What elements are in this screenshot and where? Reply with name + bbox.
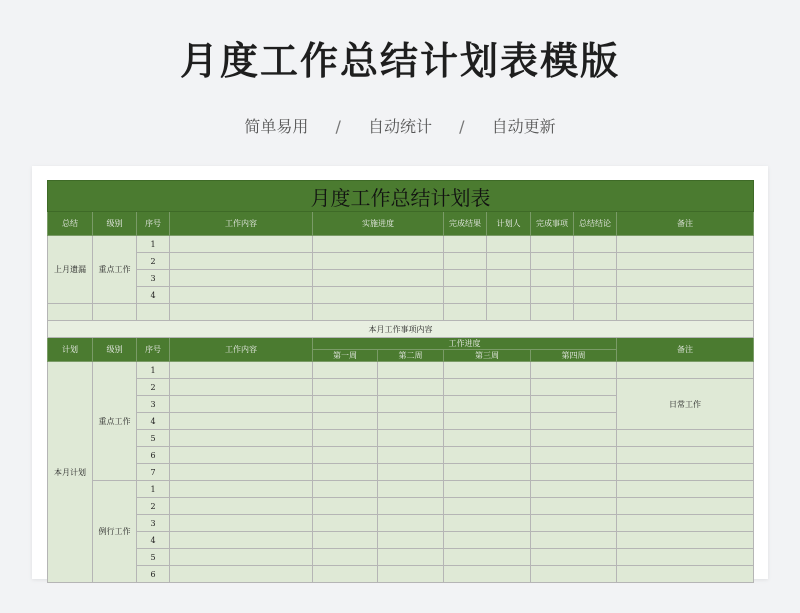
cell[interactable] (531, 549, 617, 566)
header-plan-content: 工作内容 (170, 338, 313, 362)
cell[interactable] (531, 481, 617, 498)
cell[interactable] (574, 304, 617, 321)
header-content: 工作内容 (170, 212, 313, 236)
cell[interactable] (313, 253, 444, 270)
plan-seq[interactable]: 1 (137, 481, 170, 498)
cell[interactable] (137, 304, 170, 321)
cell[interactable] (444, 447, 531, 464)
summary-content-cell[interactable] (170, 236, 313, 253)
cell[interactable] (313, 413, 378, 430)
cell[interactable] (378, 362, 444, 379)
cell[interactable] (617, 549, 754, 566)
cell[interactable] (531, 253, 574, 270)
cell[interactable] (617, 430, 754, 447)
header-result: 完成结果 (444, 212, 487, 236)
header-week-4: 第四周 (531, 350, 617, 362)
cell[interactable] (170, 532, 313, 549)
cell[interactable] (531, 379, 617, 396)
header-plan-seq: 序号 (137, 338, 170, 362)
cell[interactable] (617, 532, 754, 549)
cell[interactable] (444, 413, 531, 430)
plan-seq[interactable]: 7 (137, 464, 170, 481)
cell[interactable] (444, 566, 531, 583)
cell[interactable] (444, 287, 487, 304)
summary-seq[interactable]: 1 (137, 236, 170, 253)
cell[interactable] (378, 532, 444, 549)
plan-seq[interactable]: 5 (137, 430, 170, 447)
cell[interactable] (170, 304, 313, 321)
cell[interactable] (531, 532, 617, 549)
cell[interactable] (444, 304, 487, 321)
cell[interactable] (48, 304, 93, 321)
cell[interactable] (170, 379, 313, 396)
cell[interactable] (170, 464, 313, 481)
cell[interactable] (313, 430, 378, 447)
summary-content-cell[interactable] (170, 287, 313, 304)
plan-seq[interactable]: 2 (137, 379, 170, 396)
cell[interactable] (93, 304, 137, 321)
header-plan-level: 级别 (93, 338, 137, 362)
header-week-3: 第三周 (444, 350, 531, 362)
plan-seq[interactable]: 5 (137, 549, 170, 566)
cell[interactable] (313, 549, 378, 566)
cell[interactable] (313, 379, 378, 396)
header-plan-progress: 工作进度 (313, 338, 617, 350)
cell[interactable] (313, 532, 378, 549)
cell[interactable] (531, 287, 574, 304)
summary-seq[interactable]: 3 (137, 270, 170, 287)
feature-auto-update: 自动更新 (491, 117, 556, 136)
plan-seq[interactable]: 6 (137, 566, 170, 583)
cell[interactable] (617, 236, 754, 253)
cell[interactable] (170, 447, 313, 464)
cell[interactable] (170, 549, 313, 566)
cell[interactable] (313, 287, 444, 304)
cell[interactable] (313, 447, 378, 464)
cell[interactable] (531, 515, 617, 532)
cell[interactable] (487, 236, 531, 253)
cell[interactable] (313, 236, 444, 253)
cell[interactable] (313, 515, 378, 532)
plan-level-key[interactable]: 重点工作 (93, 362, 137, 481)
cell[interactable] (531, 413, 617, 430)
cell[interactable] (170, 362, 313, 379)
cell[interactable] (444, 464, 531, 481)
page-headline: 月度工作总结计划表模版 (179, 39, 620, 83)
spreadsheet-preview (47, 180, 753, 579)
header-progress: 实施进度 (313, 212, 444, 236)
cell[interactable] (531, 447, 617, 464)
cell[interactable] (170, 515, 313, 532)
cell[interactable] (170, 413, 313, 430)
header-done-items: 完成事项 (531, 212, 574, 236)
plan-table (47, 180, 754, 583)
cell[interactable] (170, 566, 313, 583)
cell[interactable] (531, 362, 617, 379)
header-planner: 计划人 (487, 212, 531, 236)
cell[interactable] (617, 253, 754, 270)
cell[interactable] (444, 236, 487, 253)
cell[interactable] (378, 566, 444, 583)
cell[interactable] (444, 362, 531, 379)
plan-seq[interactable]: 3 (137, 515, 170, 532)
cell[interactable] (378, 447, 444, 464)
sheet-title: 月度工作总结计划表 (48, 181, 754, 212)
header-summary: 总结 (48, 212, 93, 236)
cell[interactable] (531, 236, 574, 253)
cell[interactable] (313, 304, 444, 321)
plan-seq[interactable]: 4 (137, 532, 170, 549)
cell[interactable] (444, 379, 531, 396)
cell[interactable] (574, 236, 617, 253)
summary-category[interactable]: 上月遗漏 (48, 236, 93, 304)
cell[interactable] (574, 287, 617, 304)
cell[interactable] (313, 270, 444, 287)
cell[interactable] (444, 498, 531, 515)
feature-separator: / (459, 117, 465, 136)
plan-seq[interactable]: 1 (137, 362, 170, 379)
cell[interactable] (378, 379, 444, 396)
cell[interactable] (313, 498, 378, 515)
cell[interactable] (487, 287, 531, 304)
summary-content-cell[interactable] (170, 270, 313, 287)
cell[interactable] (531, 498, 617, 515)
cell[interactable] (378, 430, 444, 447)
plan-note-daily[interactable]: 日常工作 (617, 379, 754, 430)
cell[interactable] (444, 396, 531, 413)
cell[interactable] (617, 287, 754, 304)
header-seq: 序号 (137, 212, 170, 236)
plan-seq[interactable]: 2 (137, 498, 170, 515)
cell[interactable] (574, 253, 617, 270)
cell[interactable] (313, 464, 378, 481)
cell[interactable] (574, 270, 617, 287)
feature-separator: / (335, 117, 341, 136)
summary-seq[interactable]: 4 (137, 287, 170, 304)
plan-seq[interactable]: 4 (137, 413, 170, 430)
cell[interactable] (531, 304, 574, 321)
cell[interactable] (531, 464, 617, 481)
cell[interactable] (617, 498, 754, 515)
cell[interactable] (487, 304, 531, 321)
cell[interactable] (487, 253, 531, 270)
cell[interactable] (378, 396, 444, 413)
cell[interactable] (531, 396, 617, 413)
plan-seq[interactable]: 6 (137, 447, 170, 464)
cell[interactable] (378, 498, 444, 515)
header-level: 级别 (93, 212, 137, 236)
cell[interactable] (313, 396, 378, 413)
header-plan-note: 备注 (617, 338, 754, 362)
feature-line (0, 114, 800, 137)
cell[interactable] (378, 413, 444, 430)
summary-level[interactable]: 重点工作 (93, 236, 137, 304)
summary-content-cell[interactable] (170, 253, 313, 270)
cell[interactable] (444, 430, 531, 447)
section-title: 本月工作事项内容 (48, 321, 754, 338)
cell[interactable] (617, 362, 754, 379)
cell[interactable] (531, 430, 617, 447)
cell[interactable] (313, 481, 378, 498)
cell[interactable] (313, 566, 378, 583)
header-week-1: 第一周 (313, 350, 378, 362)
header-note: 备注 (617, 212, 754, 236)
cell[interactable] (531, 566, 617, 583)
plan-level-routine[interactable]: 例行工作 (93, 481, 137, 583)
cell[interactable] (170, 430, 313, 447)
cell[interactable] (444, 253, 487, 270)
cell[interactable] (617, 566, 754, 583)
cell[interactable] (444, 481, 531, 498)
cell[interactable] (170, 498, 313, 515)
cell[interactable] (617, 447, 754, 464)
cell[interactable] (617, 481, 754, 498)
cell[interactable] (444, 515, 531, 532)
cell[interactable] (378, 481, 444, 498)
cell[interactable] (487, 270, 531, 287)
header-week-2: 第二周 (378, 350, 444, 362)
cell[interactable] (444, 270, 487, 287)
plan-seq[interactable]: 3 (137, 396, 170, 413)
cell[interactable] (378, 549, 444, 566)
summary-seq[interactable]: 2 (137, 253, 170, 270)
cell[interactable] (617, 515, 754, 532)
cell[interactable] (444, 532, 531, 549)
cell[interactable] (170, 396, 313, 413)
cell[interactable] (617, 304, 754, 321)
feature-auto-stats: 自动统计 (367, 117, 432, 136)
cell[interactable] (617, 270, 754, 287)
cell[interactable] (313, 362, 378, 379)
cell[interactable] (444, 549, 531, 566)
feature-easy: 简单易用 (244, 117, 309, 136)
cell[interactable] (531, 270, 574, 287)
header-conclusion: 总结结论 (574, 212, 617, 236)
cell[interactable] (617, 464, 754, 481)
cell[interactable] (378, 464, 444, 481)
cell[interactable] (170, 481, 313, 498)
plan-category[interactable]: 本月计划 (48, 362, 93, 583)
cell[interactable] (378, 515, 444, 532)
header-plan: 计划 (48, 338, 93, 362)
